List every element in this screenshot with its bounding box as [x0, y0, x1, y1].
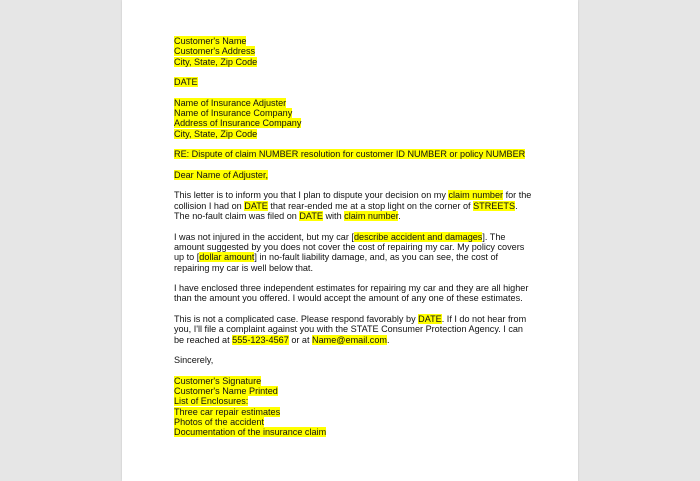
paragraph-1: [174, 190, 534, 221]
p1-text-2: for the collision I had on: [174, 190, 532, 211]
p1-text-5: with: [322, 211, 345, 222]
p2-text-1: I was not injured in the accident, but my car [: [174, 231, 354, 242]
recipient-block: [174, 98, 534, 139]
re-line-block: [174, 149, 534, 159]
p1-date: DATE: [244, 200, 268, 211]
p2-describe-damages: describe accident and damages: [353, 231, 483, 242]
paragraph-2: [174, 232, 534, 273]
printed-name-line: Customer's Name Printed: [174, 386, 278, 397]
re-line: RE: Dispute of claim NUMBER resolution for customer ID NUMBER or policy NUMBER: [174, 149, 526, 160]
recipient-company-name: Name of Insurance Company: [174, 108, 293, 119]
letter-date: DATE: [174, 77, 198, 88]
sender-city-state-zip: City, State, Zip Code: [174, 56, 258, 67]
letter-body: [174, 36, 534, 448]
enclosures-heading: List of Enclosures:: [174, 396, 249, 407]
p1-text-6: .: [398, 211, 401, 222]
recipient-adjuster-name: Name of Insurance Adjuster: [174, 97, 287, 108]
p4-phone: 555-123-4567: [232, 334, 289, 345]
p4-text-4: .: [386, 334, 390, 345]
p1-text-1: This letter is to inform you that I plan to dispute your decision on my: [174, 190, 449, 201]
enclosure-item: Documentation of the insurance claim: [174, 427, 327, 438]
p4-text-1: This is not a complicated case. Please respond favorably by: [174, 314, 419, 325]
sender-address: Customer's Address: [174, 46, 256, 57]
p4-email: Name@email.com: [312, 334, 387, 345]
salutation: Dear Name of Adjuster,: [174, 169, 269, 180]
signature-block: [174, 376, 534, 438]
signature-line: Customer's Signature: [174, 375, 262, 386]
p1-streets: STREETS: [473, 200, 516, 211]
document-page: [122, 0, 578, 481]
paragraph-3: I have enclosed three independent estimates for repairing my car and they are all higher than the amount you offered. I would accept the amount of any one of these estimates.: [174, 283, 529, 304]
recipient-company-address: Address of Insurance Company: [174, 118, 302, 129]
enclosure-item: Photos of the accident: [174, 416, 264, 427]
p2-dollar-amount: dollar amount: [199, 252, 255, 263]
paragraph-4: [174, 314, 534, 345]
recipient-city-state-zip: City, State, Zip Code: [174, 128, 258, 139]
p1-filed-date: DATE: [299, 211, 323, 222]
p4-text-2: . If I do not hear from you, I'll file a complaint against you with the STATE Consumer Protection Agency. I can be reached at: [174, 314, 527, 345]
p1-claim-number: claim number: [448, 190, 504, 201]
p1-text-4: . The no-fault claim was filed on: [174, 200, 518, 222]
p4-date: DATE: [418, 314, 442, 325]
p4-text-3: or at: [288, 334, 313, 345]
salutation-block: [174, 170, 534, 180]
sender-name: Customer's Name: [174, 36, 247, 46]
date-block: [174, 77, 534, 87]
p2-text-2: ]. The amount suggested by you does not cover the cost of repairing my car. My policy covers up to [: [174, 231, 525, 263]
sender-block: [174, 36, 534, 67]
enclosure-item: Three car repair estimates: [174, 406, 281, 417]
p1-text-3: that rear-ended me at a stop light on the corner of: [267, 200, 474, 211]
p1-claim-number-2: claim number: [344, 211, 399, 222]
closing: Sincerely,: [174, 355, 214, 366]
p2-text-3: ] in no-fault liability damage, and, as you can see, the cost of repairing my car is well below that.: [174, 252, 499, 273]
